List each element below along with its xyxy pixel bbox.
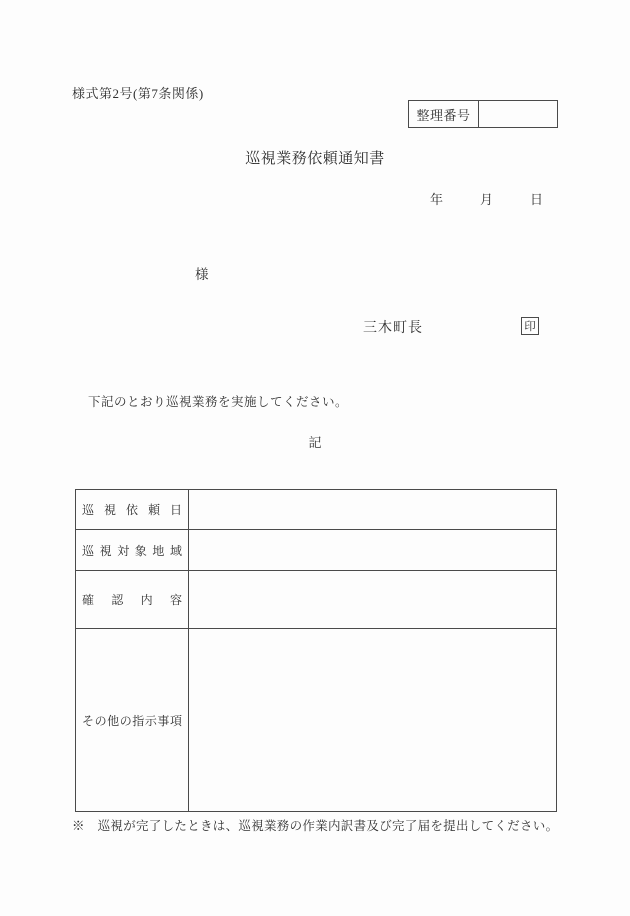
table-row-label-cell	[76, 629, 189, 811]
sender-name: 三木町長	[363, 321, 423, 336]
table-row-other-instructions	[76, 628, 556, 811]
document-title: 巡視業務依頼通知書	[245, 151, 385, 167]
table-row-value	[189, 629, 556, 811]
table-row-label-cell	[76, 571, 189, 628]
request-table	[75, 489, 557, 812]
date-line	[430, 189, 543, 208]
footnote: ※ 巡視が完了したときは、巡視業務の作業内訳書及び完了届を提出してください。	[72, 819, 559, 833]
form-number: 様式第2号(第7条関係)	[72, 86, 204, 101]
table-row-value	[189, 490, 556, 529]
table-row-label-cell	[76, 490, 189, 529]
reference-number-value	[479, 101, 557, 127]
table-row-patrol-request-date	[76, 490, 556, 529]
date-month-label: 月	[480, 192, 494, 207]
table-row-confirmation-details	[76, 570, 556, 628]
table-row-value	[189, 530, 556, 570]
record-marker: 記	[308, 435, 322, 450]
table-row-label: その他の指示事項	[82, 713, 182, 728]
table-row-label: 巡視依頼日	[82, 503, 182, 517]
table-row-patrol-target-area	[76, 529, 556, 570]
date-year-label: 年	[430, 192, 444, 207]
table-row-value	[189, 571, 556, 628]
table-row-label: 確認内容	[82, 593, 182, 607]
table-row-label-cell	[76, 530, 189, 570]
reference-number-label: 整理番号	[409, 101, 479, 127]
reference-number-box	[408, 100, 558, 128]
date-day-label: 日	[530, 192, 544, 207]
table-row-label: 巡視対象地域	[82, 543, 182, 558]
addressee-honorific: 様	[195, 267, 209, 282]
seal-label: 印	[524, 321, 536, 333]
seal-box	[521, 317, 539, 335]
body-instruction: 下記のとおり巡視業務を実施してください。	[88, 395, 349, 409]
